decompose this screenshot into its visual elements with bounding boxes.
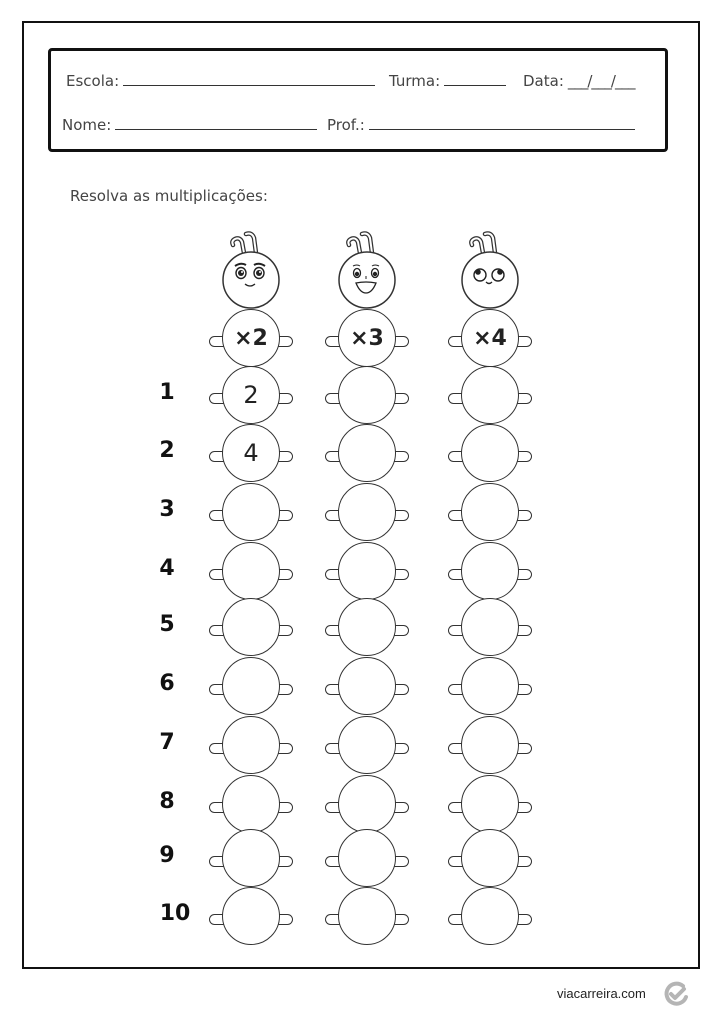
row-number: 8 <box>159 789 175 814</box>
checkmark-logo-icon <box>662 980 690 1008</box>
turma-input-line[interactable] <box>444 84 506 86</box>
multiplier-label: ×2 <box>234 325 268 351</box>
answer-circle[interactable] <box>338 657 396 715</box>
answer-circle[interactable] <box>222 887 280 945</box>
student-info-box <box>48 48 668 152</box>
answer-circle[interactable] <box>461 366 519 424</box>
row-number: 10 <box>159 901 191 926</box>
row-number: 2 <box>159 438 175 463</box>
instruction-text: Resolva as multiplicações: <box>70 187 268 205</box>
row-number: 7 <box>159 730 175 755</box>
multiplier-label: ×3 <box>350 325 384 351</box>
data-value[interactable]: ___/___/___ <box>567 72 635 90</box>
answer-circle[interactable] <box>338 775 396 833</box>
answer-circle[interactable] <box>338 887 396 945</box>
data-field[interactable] <box>523 72 634 90</box>
answer-circle[interactable] <box>222 716 280 774</box>
turma-label: Turma: <box>389 72 441 90</box>
turma-field[interactable] <box>389 72 506 90</box>
row-number: 9 <box>159 843 175 868</box>
multiplier-segment <box>338 309 396 367</box>
row-number: 1 <box>159 380 175 405</box>
answer-circle[interactable] <box>338 424 396 482</box>
prof-field[interactable] <box>327 116 635 134</box>
prof-label: Prof.: <box>327 116 365 134</box>
answer-circle[interactable] <box>461 542 519 600</box>
answer-circle[interactable] <box>338 716 396 774</box>
answer-circle[interactable] <box>222 542 280 600</box>
answer-value[interactable]: 2 <box>243 381 259 409</box>
answer-circle[interactable] <box>338 483 396 541</box>
answer-circle[interactable] <box>461 829 519 887</box>
answer-circle[interactable] <box>222 483 280 541</box>
escola-label: Escola: <box>66 72 120 90</box>
multiplier-segment <box>461 309 519 367</box>
answer-circle[interactable] <box>461 598 519 656</box>
multiplier-segment <box>222 309 280 367</box>
nome-input-line[interactable] <box>115 128 317 130</box>
caterpillar-head-looking-up-icon <box>461 229 519 309</box>
row-number: 6 <box>159 671 175 696</box>
row-number: 5 <box>159 612 175 637</box>
answer-circle[interactable] <box>222 424 280 482</box>
multiplier-label: ×4 <box>473 325 507 351</box>
answer-circle[interactable] <box>338 366 396 424</box>
answer-circle[interactable] <box>461 716 519 774</box>
prof-input-line[interactable] <box>369 128 635 130</box>
answer-circle[interactable] <box>338 829 396 887</box>
answer-circle[interactable] <box>461 775 519 833</box>
escola-input-line[interactable] <box>123 84 375 86</box>
row-number: 3 <box>159 497 175 522</box>
footer-site: viacarreira.com <box>557 986 646 1001</box>
nome-label: Nome: <box>62 116 112 134</box>
answer-circle[interactable] <box>222 657 280 715</box>
answer-circle[interactable] <box>222 366 280 424</box>
answer-circle[interactable] <box>461 483 519 541</box>
answer-circle[interactable] <box>461 424 519 482</box>
answer-circle[interactable] <box>338 542 396 600</box>
answer-circle[interactable] <box>222 829 280 887</box>
answer-circle[interactable] <box>222 775 280 833</box>
caterpillar-head-girl-eyelashes-icon <box>222 229 280 309</box>
answer-circle[interactable] <box>461 887 519 945</box>
caterpillar-head-big-smile-icon <box>338 229 396 309</box>
answer-circle[interactable] <box>222 598 280 656</box>
answer-value[interactable]: 4 <box>243 439 259 467</box>
nome-field[interactable] <box>62 116 317 134</box>
answer-circle[interactable] <box>461 657 519 715</box>
data-label: Data: <box>523 72 564 90</box>
answer-circle[interactable] <box>338 598 396 656</box>
row-number: 4 <box>159 556 175 581</box>
escola-field[interactable] <box>66 72 375 90</box>
